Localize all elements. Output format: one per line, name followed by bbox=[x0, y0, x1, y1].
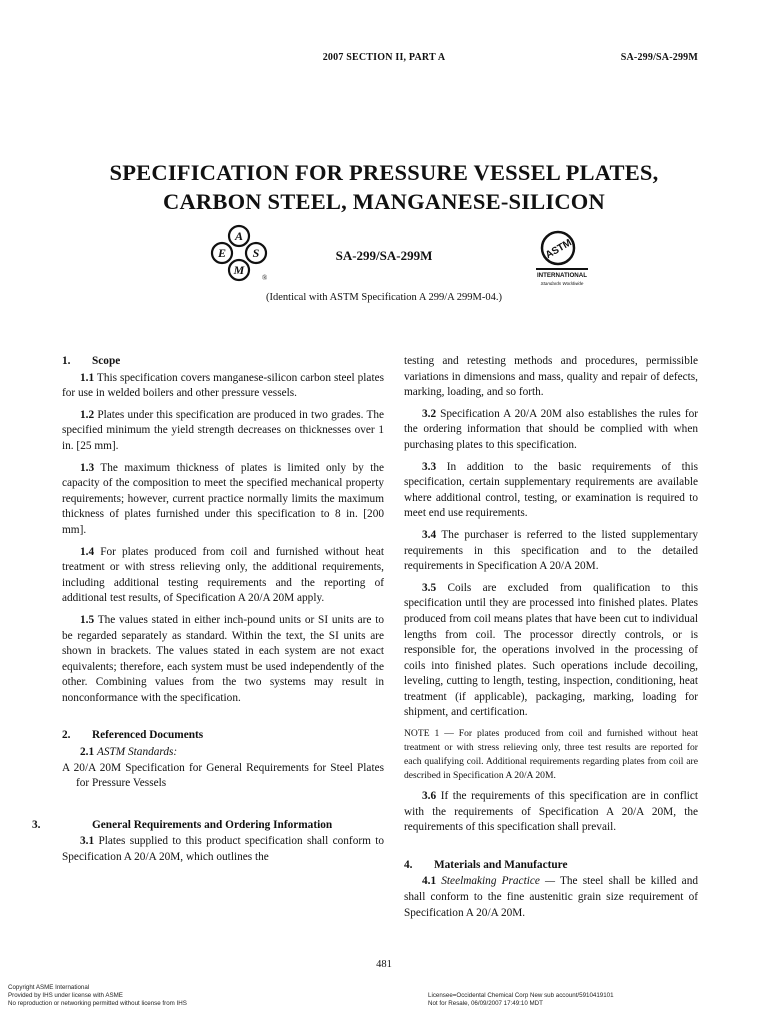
paragraph-3-5: 3.5 Coils are excluded from qualification to this specification until they are processed into finished plates. Plates produced from coil means plates that have been cut to individual lengths from coil. The processor directly controls, or is responsible for, the operations involved in the processing of coils into finished plates. Such operations include decoiling, leveling, cutting to length, testing, inspection, conditioning, heat treatment (if applicable), packaging, marking, loading for shipment, and certification. bbox=[404, 581, 698, 719]
astm-international: INTERNATIONAL bbox=[536, 272, 588, 279]
paragraph-4-1: 4.1 Steelmaking Practice — The steel shall be killed and shall conform to the fine austenitic grain size requirement of Specification A 20/A 20M. bbox=[404, 875, 698, 919]
section-heading-materials-and-manufacture: 4. Materials and Manufacture bbox=[404, 858, 568, 871]
title-line-1: SPECIFICATION FOR PRESSURE VESSEL PLATES, bbox=[109, 160, 659, 185]
running-header-section: 2007 SECTION II, PART A bbox=[322, 52, 446, 63]
page-number: 481 bbox=[376, 959, 392, 970]
title-line-2: CARBON STEEL, MANGANESE-SILICON bbox=[163, 189, 605, 214]
section-heading-general-requirements: 3. General Requirements and Ordering Information bbox=[32, 818, 333, 831]
asme-letter-s: S bbox=[252, 246, 260, 260]
paragraph-3-4: 3.4 The purchaser is referred to the listed supplementary requirements in this specification and to the detailed requirements in Specification A 20/A 20M. bbox=[404, 528, 698, 573]
paragraph-1-2: 1.2 Plates under this specification are produced in two grades. The specified minimum the yield strength decreases on thicknesses over 1 in. [25 mm]. bbox=[62, 408, 385, 452]
asme-letter-m: M bbox=[233, 263, 245, 277]
referenced-document-a20: A 20/A 20M Specification for General Requirements for Steel Plates for Pressure Vessels bbox=[62, 761, 384, 790]
asme-letter-e: E bbox=[217, 246, 227, 260]
note-1: NOTE 1 — For plates produced from coil and furnished without heat treatment or with stress relieving only, three test results are reported for each qualifying coil. Additional requirements regarding plates from coil are described in Specification A 20/A 20M. bbox=[404, 728, 698, 782]
left-column bbox=[32, 354, 385, 872]
footer-copyright: Copyright ASME International Provided by IHS under license with ASME No reproduction or networking permitted without license from IHS bbox=[8, 984, 187, 1007]
paragraph-3-1: 3.1 Plates supplied to this product specification shall conform to Specification A 20/A 20M, which outlines the bbox=[62, 835, 384, 864]
section-heading-referenced-documents: 2. Referenced Documents bbox=[62, 729, 204, 742]
footer-license: Licensee=Occidental Chemical Corp New sub account/5910419101 Not for Resale, 06/09/2007 17:49:10 MDT bbox=[428, 992, 614, 1007]
document-title bbox=[0, 158, 768, 216]
astm-tagline: Standards Worldwide bbox=[540, 281, 584, 286]
paragraph-3-1-continued: testing and retesting methods and procedures, permissible variations in dimensions and mass, quality and repair of defects, marking, loading, and so forth. bbox=[404, 355, 698, 399]
paragraph-1-1: 1.1 This specification covers manganese-silicon carbon steel plates for use in welded boilers and other pressure vessels. bbox=[62, 371, 384, 400]
paragraph-1-3: 1.3 The maximum thickness of plates is limited only by the capacity of the composition to meet the specified mechanical property requirements; however, current practice normally limits the maximum thickness of plates furnished under this specification to 8 in. [200 mm]. bbox=[62, 461, 384, 536]
paragraph-3-6: 3.6 If the requirements of this specification are in conflict with the requirements of Specification A 20/A 20M, the requirements of this specification shall prevail. bbox=[404, 790, 698, 834]
asme-registered-mark: ® bbox=[262, 274, 268, 282]
paragraph-2-1: 2.1 ASTM Standards: bbox=[80, 746, 178, 759]
section-heading-scope: 1. Scope bbox=[62, 355, 121, 367]
designation: SA-299/SA-299M bbox=[335, 248, 433, 263]
running-header-code: SA-299/SA-299M bbox=[620, 52, 698, 63]
astm-logo bbox=[530, 228, 594, 288]
asme-letter-a: A bbox=[234, 229, 244, 243]
paragraph-1-5: 1.5 The values stated in either inch-pound units or SI units are to be regarded separately as standard. Within the text, the SI units are shown in brackets. The values stated in each system are not exact equivalents; therefore, each system must be used independently of the other. Combining values from the two systems may result in nonconformance with the specification. bbox=[62, 613, 384, 704]
right-column bbox=[404, 354, 698, 927]
paragraph-3-3: 3.3 In addition to the basic requirements of this specification, certain supplementary requirements are available where additional control, testing, or examination is required to meet end use requirements. bbox=[404, 460, 698, 520]
paragraph-3-2: 3.2 Specification A 20/A 20M also establishes the rules for the ordering information that should be complied with when purchasing plates to this specification. bbox=[404, 407, 698, 451]
identical-with-note: (Identical with ASTM Specification A 299/A 299M-04.) bbox=[266, 292, 502, 303]
astm-letters: ASTM bbox=[543, 237, 574, 262]
paragraph-1-4: 1.4 For plates produced from coil and furnished without heat treatment or with stress relieving only, the additional requirements, including additional testing requirements and the reporting of additional test results, of Specification A 20/A 20M apply. bbox=[62, 545, 385, 605]
